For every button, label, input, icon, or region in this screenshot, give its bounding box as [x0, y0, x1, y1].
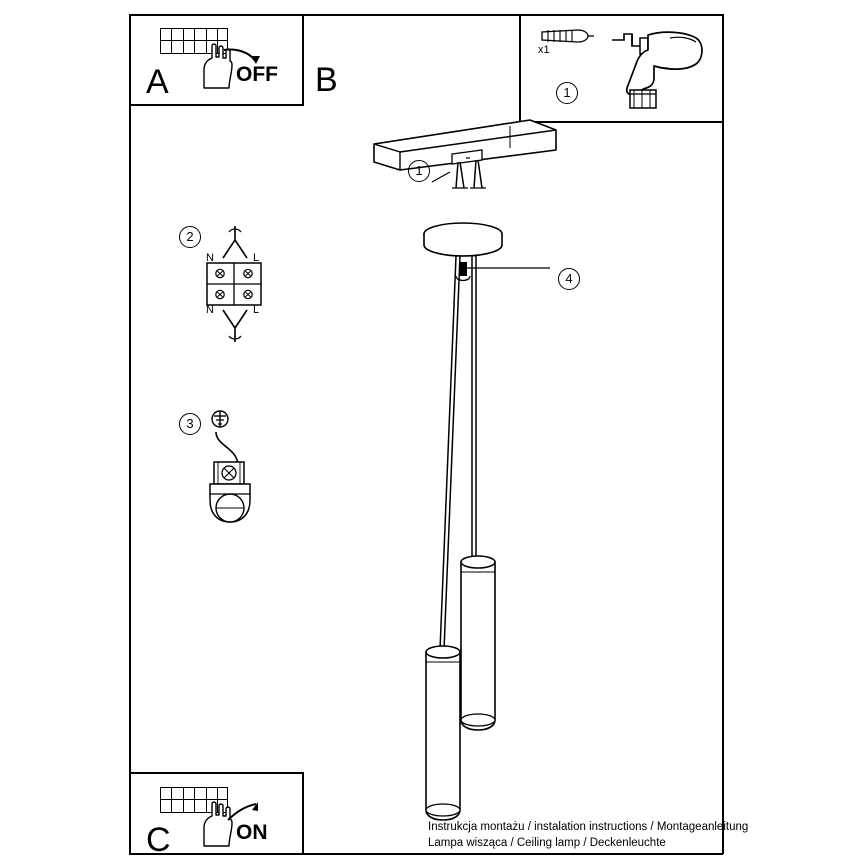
panel-a-divider-right [302, 14, 304, 106]
section-label-c: C [146, 821, 171, 859]
terminal-label-l-top: L [253, 252, 260, 264]
step-number-2: 2 [179, 226, 201, 248]
terminal-label-n-bottom: N [206, 304, 214, 316]
power-drill-icon [610, 24, 708, 112]
panel-c-divider-right [302, 772, 304, 854]
terminal-label-l-bottom: L [253, 304, 260, 316]
wall-plug-icon [538, 26, 596, 46]
panel-c-divider-top [129, 772, 303, 774]
switch-state-label-on: ON [236, 821, 268, 844]
panel-a-divider-bottom [129, 104, 303, 106]
frame-top-border [129, 14, 723, 16]
step-number-4: 4 [558, 268, 580, 290]
frame-bottom-border [129, 853, 723, 855]
frame-left-border [129, 14, 131, 854]
switch-state-label-off: OFF [236, 63, 278, 86]
ground-symbol-icon [208, 408, 232, 430]
step-number-1-lamp: 1 [408, 160, 430, 182]
pendant-lamp-illustration [360, 110, 720, 800]
step-number-1-parts: 1 [556, 82, 578, 104]
frame-right-border [722, 14, 724, 854]
ground-terminal-housing [206, 460, 262, 528]
caption-line-2: Lampa wisząca / Ceiling lamp / Deckenleuchte [428, 837, 666, 849]
step-number-3: 3 [179, 413, 201, 435]
panel-parts-divider-left [519, 14, 521, 122]
section-label-b: B [315, 61, 338, 99]
wall-plug-quantity: x1 [538, 44, 550, 56]
terminal-label-n-top: N [206, 252, 214, 264]
caption-block [428, 819, 748, 851]
caption-line-1: Instrukcja montażu / instalation instructions / Montageanleitung [428, 821, 749, 833]
section-label-a: A [146, 63, 169, 101]
terminal-block-step2 [206, 262, 262, 306]
